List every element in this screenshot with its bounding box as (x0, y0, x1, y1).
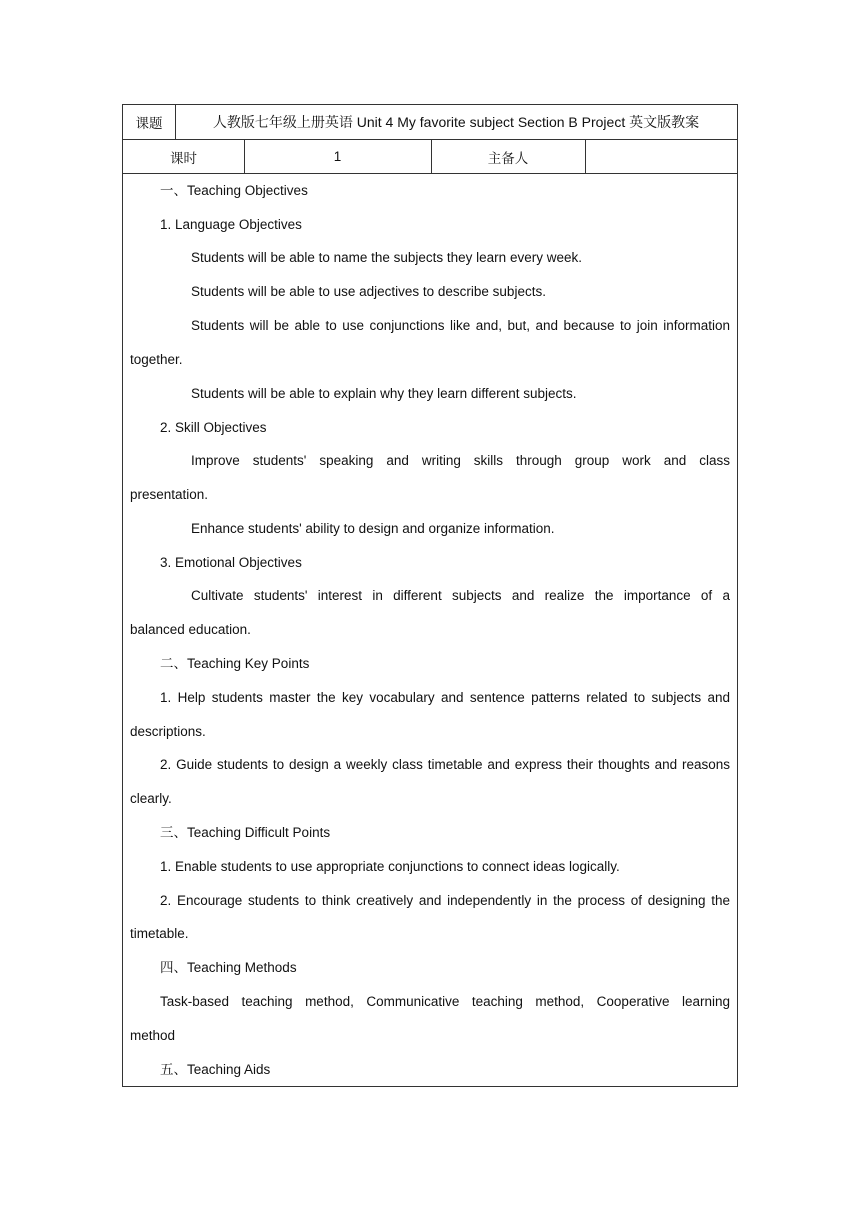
subsection-title: 2. Skill Objectives (160, 420, 267, 435)
paragraph-line: method (130, 1028, 176, 1043)
paragraph-line: balanced education. (130, 622, 251, 637)
subsection-title: 3. Emotional Objectives (160, 555, 302, 570)
paragraph-line: 1. Help students master the key vocabulary and sentence patterns related to subjects and (160, 690, 730, 705)
section-title: 二、Teaching Key Points (160, 656, 310, 671)
section-title: 三、Teaching Difficult Points (160, 825, 331, 840)
paragraph-line: Students will be able to use conjunctions like and, but, and because to join information (191, 318, 730, 333)
topic-row (122, 104, 738, 140)
paragraph-line: Enhance students' ability to design and organize information. (191, 521, 555, 536)
paragraph-line: clearly. (130, 791, 172, 806)
preparer-label: 主备人 (487, 150, 529, 166)
section-title: 一、Teaching Objectives (160, 183, 308, 198)
paragraph-line: Students will be able to explain why they learn different subjects. (191, 386, 577, 401)
paragraph-line: presentation. (130, 487, 209, 502)
topic-value: 人教版七年级上册英语 Unit 4 My favorite subject Section B Project 英文版教案 (212, 114, 700, 130)
paragraph-line: Improve students' speaking and writing skills through group work and class (191, 453, 730, 468)
paragraph-line: together. (130, 352, 183, 367)
paragraph-line: Task-based teaching method, Communicative teaching method, Cooperative learning (160, 994, 730, 1009)
period-label: 课时 (170, 150, 197, 166)
paragraph-line: 1. Enable students to use appropriate conjunctions to connect ideas logically. (160, 859, 620, 874)
paragraph-line: 2. Guide students to design a weekly class timetable and express their thoughts and reasons (160, 757, 730, 772)
period-value: 1 (333, 149, 342, 164)
section-title: 五、Teaching Aids (160, 1062, 271, 1077)
info-row (122, 139, 738, 174)
topic-label: 课题 (135, 116, 163, 131)
subsection-title: 1. Language Objectives (160, 217, 302, 232)
paragraph-line: Students will be able to use adjectives to describe subjects. (191, 284, 546, 299)
paragraph-line: Students will be able to name the subjects they learn every week. (191, 250, 582, 265)
section-title: 四、Teaching Methods (160, 960, 297, 975)
paragraph-line: descriptions. (130, 724, 206, 739)
paragraph-line: Cultivate students' interest in different subjects and realize the importance of a (191, 588, 730, 603)
paragraph-line: 2. Encourage students to think creatively and independently in the process of designing the (160, 893, 730, 908)
preparer-value (585, 140, 737, 173)
paragraph-line: timetable. (130, 926, 189, 941)
